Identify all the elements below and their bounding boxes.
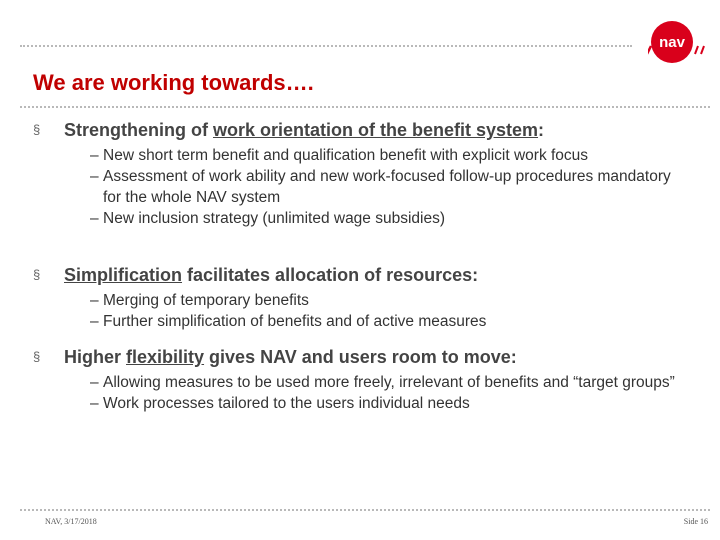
nav-logo-text: nav xyxy=(659,34,685,51)
sub-item: – Allowing measures to be used more freely, irrelevant of benefits and “target groups” xyxy=(90,374,675,391)
sub-item: – New short term benefit and qualification benefit with explicit work focus xyxy=(90,147,589,164)
bullet-section-3 xyxy=(33,346,713,414)
sub-item: – Work processes tailored to the users individual needs xyxy=(90,395,470,412)
sub-item: – Merging of temporary benefits xyxy=(90,292,309,309)
footer-page-number: Side 16 xyxy=(683,517,708,526)
bullet-heading-1: Strengthening of work orientation of the benefit system: xyxy=(64,120,545,140)
title-dotted-rule xyxy=(20,106,710,108)
footer-dotted-rule xyxy=(20,509,710,511)
bullet-marker: § xyxy=(33,349,41,364)
underlined-phrase: Simplification xyxy=(64,265,183,285)
underlined-phrase: flexibility xyxy=(126,347,205,367)
bullet-heading-2: Simplification facilitates allocation of resources: xyxy=(64,265,479,285)
nav-logo xyxy=(648,20,706,64)
sub-item: – New inclusion strategy (unlimited wage subsidies) xyxy=(90,210,446,227)
bullet-marker: § xyxy=(33,267,41,282)
slide-title: We are working towards…. xyxy=(33,70,314,95)
top-dotted-rule xyxy=(20,45,632,47)
sub-list-1 xyxy=(90,145,713,229)
bullet-heading-3: Higher flexibility gives NAV and users room to move: xyxy=(64,347,517,367)
bullet-section-1 xyxy=(33,119,713,229)
sub-list-2 xyxy=(90,290,713,332)
bullet-marker: § xyxy=(33,122,41,137)
sub-item: – Assessment of work ability and new work-focused follow-up procedures mandatory for the whole NAV system xyxy=(90,168,671,206)
footer-date: NAV, 3/17/2018 xyxy=(45,517,97,526)
bullet-section-2 xyxy=(33,264,713,332)
underlined-phrase: work orientation of the benefit system xyxy=(212,120,539,140)
sub-item: – Further simplification of benefits and of active measures xyxy=(90,313,487,330)
sub-list-3 xyxy=(90,372,713,414)
